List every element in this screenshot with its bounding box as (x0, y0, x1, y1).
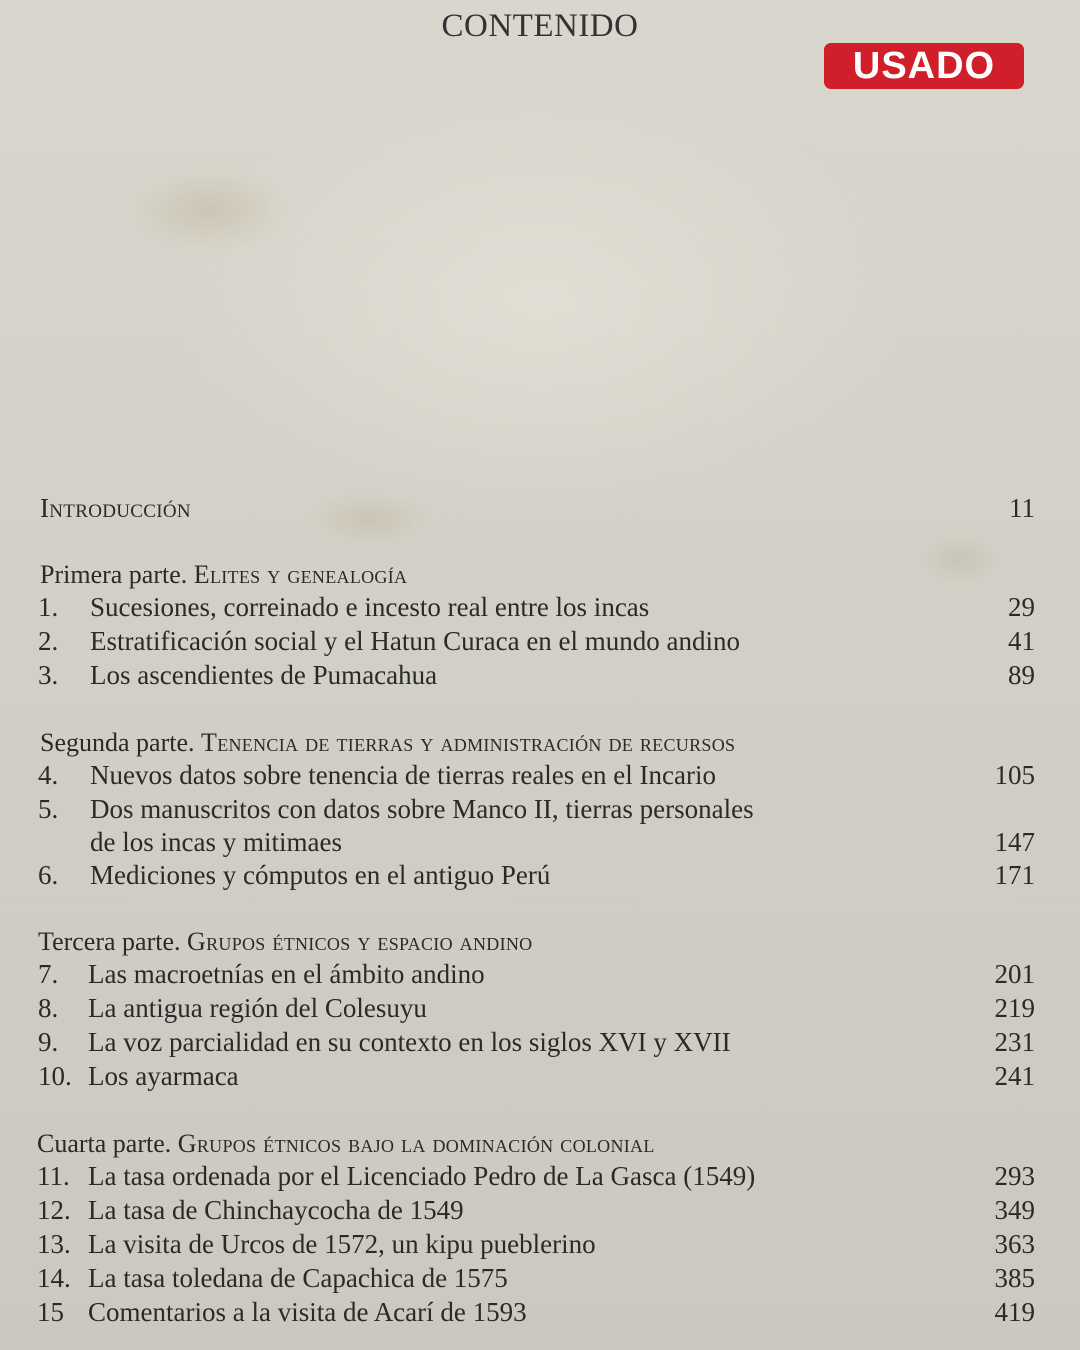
toc-entry (0, 860, 1080, 894)
toc-entry (0, 760, 1080, 794)
entry-title: Los ayarmaca (88, 1061, 239, 1091)
entry-title: Los ascendientes de Pumacahua (90, 660, 438, 690)
entry-page: 147 (994, 827, 1035, 857)
entry-number: 8. (38, 993, 59, 1023)
entry-page: 105 (994, 760, 1035, 790)
entry-page: 419 (994, 1297, 1035, 1327)
part-label: Cuarta parte. (37, 1129, 172, 1158)
entry-number: 7. (38, 959, 59, 989)
part-label: Segunda parte. (40, 728, 195, 757)
entry-page: 241 (994, 1061, 1035, 1091)
entry-number: 6. (38, 860, 59, 890)
entry-page: 89 (1008, 660, 1035, 690)
toc-entry (0, 1229, 1080, 1263)
used-badge: USADO (824, 43, 1024, 89)
part-title: Elites y genealogía (193, 560, 408, 589)
entry-title: Dos manuscritos con datos sobre Manco II, tierras personales (90, 794, 754, 824)
toc-entry (0, 959, 1080, 993)
toc-entry (0, 794, 1080, 828)
part-title: Grupos étnicos bajo la dominación colonial (177, 1129, 655, 1158)
toc-entry (0, 993, 1080, 1027)
toc-entry (0, 1061, 1080, 1095)
entry-page: 171 (994, 860, 1035, 890)
entry-page: 201 (994, 959, 1035, 989)
toc-entry (0, 1027, 1080, 1061)
entry-number: 9. (38, 1027, 59, 1057)
entry-page: 385 (994, 1263, 1035, 1293)
entry-page: 363 (994, 1229, 1035, 1259)
entry-title: Comentarios a la visita de Acarí de 1593 (88, 1297, 527, 1327)
entry-page: 29 (1008, 592, 1035, 622)
entry-title: La tasa toledana de Capachica de 1575 (88, 1263, 508, 1293)
entry-page: 41 (1008, 626, 1035, 656)
entry-number: 13. (37, 1229, 71, 1259)
intro-label: Introducción (40, 493, 191, 523)
toc-entry (0, 592, 1080, 626)
toc-entry (0, 626, 1080, 660)
entry-title: Las macroetnías en el ámbito andino (88, 959, 485, 989)
part-heading (37, 1129, 655, 1159)
entry-page: 219 (994, 993, 1035, 1023)
toc-entry (0, 1195, 1080, 1229)
part-title: Tenencia de tierras y administración de recursos (201, 728, 736, 757)
entry-title: Nuevos datos sobre tenencia de tierras reales en el Incario (90, 760, 716, 790)
toc-entry (0, 1161, 1080, 1195)
entry-title: La antigua región del Colesuyu (88, 993, 427, 1023)
entry-number: 4. (38, 760, 59, 790)
entry-page: 293 (994, 1161, 1035, 1191)
entry-page: 349 (994, 1195, 1035, 1225)
entry-title-continued: de los incas y mitimaes (90, 827, 342, 857)
entry-number: 14. (37, 1263, 71, 1293)
entry-page: 231 (994, 1027, 1035, 1057)
entry-number: 3. (38, 660, 59, 690)
entry-title: Estratificación social y el Hatun Curaca en el mundo andino (90, 626, 741, 656)
part-label: Primera parte. (40, 560, 188, 589)
entry-title: Mediciones y cómputos en el antiguo Perú (90, 860, 551, 890)
entry-number: 12. (37, 1195, 71, 1225)
toc-entry (0, 1263, 1080, 1297)
intro-page: 11 (1009, 493, 1035, 523)
toc-entry (0, 660, 1080, 694)
entry-number: 1. (38, 592, 59, 622)
page-title: CONTENIDO (441, 8, 639, 44)
part-label: Tercera parte. (38, 927, 181, 956)
entry-title: La tasa ordenada por el Licenciado Pedro de La Gasca (1549) (88, 1161, 756, 1191)
part-heading (40, 560, 407, 590)
toc-intro (0, 493, 1080, 527)
part-title: Grupos étnicos y espacio andino (187, 927, 533, 956)
entry-title: La tasa de Chinchaycocha de 1549 (88, 1195, 464, 1225)
toc-entry (0, 1297, 1080, 1331)
part-heading (38, 927, 532, 957)
entry-number: 15 (37, 1297, 64, 1327)
entry-number: 11. (37, 1161, 70, 1191)
entry-title: La voz parcialidad en su contexto en los siglos XVI y XVII (88, 1027, 731, 1057)
entry-title: La visita de Urcos de 1572, un kipu pueblerino (88, 1229, 596, 1259)
part-heading (40, 728, 735, 758)
entry-title: Sucesiones, correinado e incesto real entre los incas (90, 592, 650, 622)
entry-number: 5. (38, 794, 59, 824)
entry-number: 10. (38, 1061, 72, 1091)
toc-entry-continuation (0, 827, 1080, 861)
entry-number: 2. (38, 626, 59, 656)
